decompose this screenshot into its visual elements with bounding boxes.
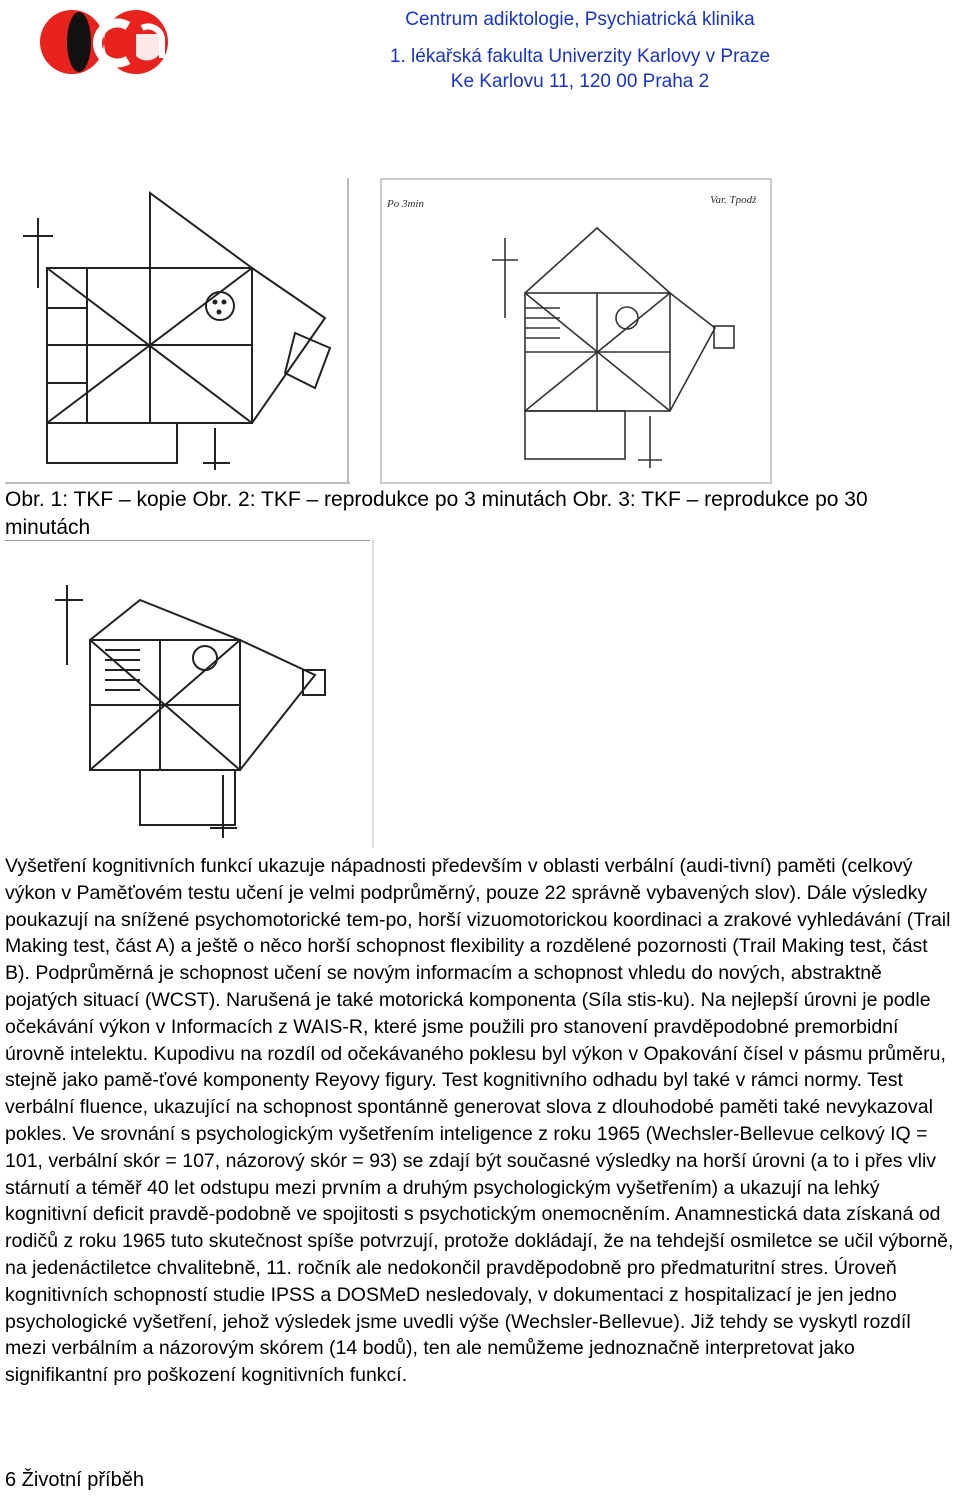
figure-caption: Obr. 1: TKF – kopie Obr. 2: TKF – reprodukce po 3 minutách Obr. 3: TKF – reprodukce po 30 minutách [5,488,868,539]
body-paragraph [5,853,957,1389]
logo [36,4,170,76]
figure-2-note-left: Po 3min [387,198,424,210]
figure-2-drawing [380,178,772,484]
header-address: Ke Karlovu 11, 120 00 Praha 2 [450,71,710,92]
figure-1-drawing [5,178,350,484]
body-paragraph-text: Vyšetření kognitivních funkcí ukazuje nápadnosti především v oblasti verbální (audi-tivní) paměti (celkový výkon v Paměťovém testu učení je velmi podprůměrný, pouze 22 správně vybavených slov). Dále výsledky poukazují na snížené psychomotorické tem-po, horší vizuomotorickou koordinaci a zrakové vyhledávání (Trail Making test, část A) a ještě o něco horší schopnost flexibility a rozdělené pozornosti (Trail Making test, část B). Podprůměrná je schopnost učení se novým informacím a schopnost vhledu do nových, abstraktně pojatých situací (WCST). Narušená je také motorická komponenta (Síla stis-ku). Na nejlepší úrovni je podle očekávání výkon v Informacích z WAIS-R, které jsme použili pro stanovení pravděpodobné premorbidní úrovně intelektu. Kupodivu na rozdíl od očekávaného poklesu byl výkon v Opakování čísel v pásmu průměru, stejně jako pamě-ťové komponenty Reyovy figury. Test kognitivního odhadu byl také v rámci normy. Test verbální fluence, ukazující na schopnost spontánně generovat slova z dlouhodobé paměti také nevykazoval pokles. Ve srovnání s psychologickým vyšetřením inteligence z roku 1965 (Wechsler-Bellevue celkový IQ = 101, verbální skór = 107, názorový skór = 93) se zdají být současné výsledky na horší úrovni (a to i přes vliv stárnutí a téměř 40 let odstupu mezi prvním a druhým psychologickým vyšetřením) a ukazují na lehký kognitivní deficit pravdě-podobně ve spojitosti s psychotickým onemocněním. Anamnestická data získaná od rodičů z roku 1965 tuto skutečnost spíše potvrzují, protože dokládají, že na tehdejší osmiletce se učil výborně, na jedenáctiletce chvalitebně, 11. ročník ale nedokončil pravděpodobně pro předmaturitní stres. Úroveň kognitivních schopností studie IPSS a DOSMeD nesledovaly, v dokumentaci z hospitalizací je jen jedno psychologické vyšetření, jehož výsledek jsme uvedli výše (Wechsler-Bellevue). Již tehdy se vyskytl rozdíl mezi verbálním a názorovým skórem (14 bodů), ten ale nemůžeme jednoznačně interpretovat jako signifikantní pro poškození kognitivních funkcí. [5,855,954,1387]
header-institution: Centrum adiktologie, Psychiatrická klinika [405,9,755,30]
figure-2-note-right: Var. Tpodž [710,194,757,206]
figure-3-drawing [5,540,375,848]
section-heading: 6 Životní příběh [5,1469,144,1491]
header-faculty: 1. lékařská fakulta Univerzity Karlovy v Praze [389,46,771,67]
